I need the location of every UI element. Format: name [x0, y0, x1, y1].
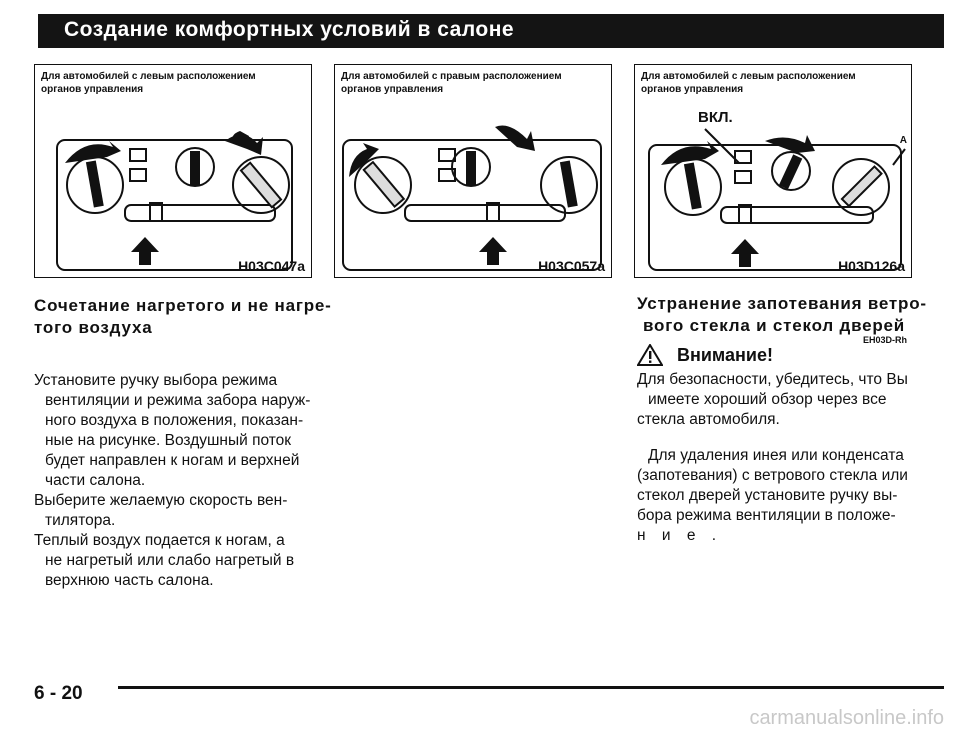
- right-paragraph: Для удаления инея или конденсата (запотевания) с ветрового стекла или стекол дверей установите ручку вы- бора режима вентиляции в положе- н и е .: [637, 447, 908, 544]
- left-paragraph-2: Выберите желаемую скорость вен- тилятора.: [34, 492, 288, 529]
- figure-lhd-defog: [634, 64, 912, 278]
- footer-rule: [118, 686, 944, 689]
- warning-triangle-icon: [637, 344, 663, 366]
- left-paragraph-3: Теплый воздух подается к ногам, а не нагретый или слабо нагретый в верхнюю часть салона.: [34, 532, 295, 589]
- figure-caption: Для автомобилей с правым расположением органов управления: [341, 71, 562, 95]
- figure-caption: Для автомобилей с левым расположением органов управления: [641, 71, 856, 95]
- figure-lhd-heated-mix: [34, 64, 312, 278]
- warning-label: Внимание!: [677, 344, 773, 365]
- figure-code: H03C047a: [238, 258, 305, 274]
- callout-a-label: A: [899, 135, 907, 146]
- left-section-title: Сочетание нагретого и не нагре- того воздуха: [34, 296, 332, 337]
- climate-control-panel-illustration: [35, 65, 311, 277]
- on-callout-label: ВКЛ.: [698, 109, 733, 126]
- warning-text: Для безопасности, убедитесь, что Вы имеете хороший обзор через все стекла автомобиля.: [637, 371, 908, 428]
- section-title: Создание комфортных условий в салоне: [64, 18, 515, 41]
- left-paragraph-1: Установите ручку выбора режима вентиляции и режима забора наруж- ного воздуха в положения, показан- ные на рисунке. Воздушный поток будет направлен к ногам и верхней части салона.: [34, 372, 311, 489]
- climate-control-panel-illustration: [335, 65, 611, 277]
- warning-heading: [637, 343, 773, 367]
- section-header: [38, 14, 944, 48]
- figure-code: H03D126a: [838, 258, 905, 274]
- figure-rhd-heated-mix: [334, 64, 612, 278]
- section-code: EH03D-Rh: [863, 335, 908, 345]
- page-number: 6 - 20: [34, 683, 83, 704]
- figure-code: H03C057a: [538, 258, 605, 274]
- figure-caption: Для автомобилей с левым расположением органов управления: [41, 71, 256, 95]
- right-section-title: Устранение запотевания ветро- вого стекла и стекол дверей: [637, 294, 927, 335]
- climate-control-panel-illustration: [635, 65, 911, 277]
- watermark: carmanualsonline.info: [749, 707, 944, 729]
